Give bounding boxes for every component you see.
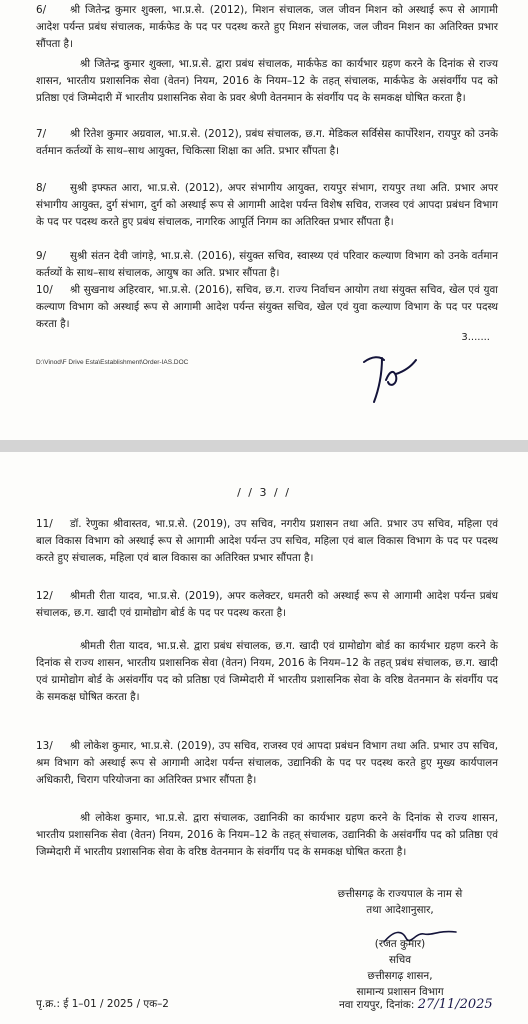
order-item-11 xyxy=(36,516,498,567)
order-item-6 xyxy=(36,2,498,53)
item-text: श्रीमती रीता यादव, भा.प्र.से. (2019), अपर कलेक्टर, धमतरी को अस्थाई रूप से आगामी आदेश पर्यन्त प्रबंध संचालक, छ.ग. खादी एवं ग्रामोद्योग बोर्ड के पद पर पदस्थ करता है। xyxy=(36,590,498,619)
place-date-label: नवा रायपुर, दिनांक: xyxy=(339,999,415,1011)
item-text: सुश्री संतन देवी जांगड़े, भा.प्र.से. (2016), संयुक्त सचिव, स्वास्थ्य एवं परिवार कल्याण विभाग को उनके वर्तमान कर्तव्यों के साथ–साथ संचालक, आयुष का अति. प्रभार सौंपता है। xyxy=(36,250,498,279)
signatory-org-2: सामान्य प्रशासन विभाग xyxy=(356,986,444,998)
item-text: श्री सुखनाथ अहिरवार, भा.प्र.से. (2016), सचिव, छ.ग. राज्य निर्वाचन आयोग तथा संयुक्त सचिव, खेल एवं युवा कल्याण विभाग को अस्थाई रूप से आगामी आदेश पर्यन्त संयुक्त सचिव, खेल एवं युवा कल्याण विभाग के पद पर पदस्थ करता है। xyxy=(36,284,498,330)
item-number: 13/ xyxy=(36,740,53,752)
document-page-3 xyxy=(0,452,528,1024)
signatory-title: सचिव xyxy=(388,954,412,966)
item-text: सुश्री इफ्फत आरा, भा.प्र.से. (2012), अपर संभागीय आयुक्त, रायपुर संभाग, रायपुर तथा अति. प्रभार अपर संभागीय आयुक्त, दुर्ग संभाग, दुर्ग को अस्थाई रूप से आगामी आदेश पर्यन्त विशेष सचिव, राजस्व एवं आपदा प्रबंधन विभाग के पद पर पदस्थ करते हुए प्रबंध संचालक, नागरिक आपूर्ति निगम का अतिरिक्त प्रभार सौंपता है। xyxy=(36,182,498,228)
item-number: 6/ xyxy=(36,4,47,16)
document-page-2 xyxy=(0,0,528,440)
page-number: / / 3 / / xyxy=(237,486,291,499)
authority-line-1: छत्तीसगढ़ के राज्यपाल के नाम से xyxy=(337,888,463,900)
item-text: श्री रितेश कुमार अग्रवाल, भा.प्र.से. (2012), प्रबंध संचालक, छ.ग. मेडिकल सर्विसेस कार्पोरेशन, रायपुर को उनके वर्तमान कर्तव्यों के साथ–साथ आयुक्त, चिकित्सा शिक्षा का अति. प्रभार सौंपता है। xyxy=(36,128,498,157)
signatory-block xyxy=(300,936,500,1000)
file-path: D:\Vinod\F Drive Esta\Establishment\Order-IAS.DOC xyxy=(36,359,189,366)
item-text: श्री लोकेश कुमार, भा.प्र.से. द्वारा संचालक, उद्यानिकी का कार्यभार ग्रहण करने के दिनांक से राज्य शासन, भारतीय प्रशासनिक सेवा (वेतन) नियम, 2016 के नियम–12 के तहत् संचालक, उद्यानिकी के असंवर्गीय पद को प्रतिष्ठा एवं जिम्मेदारी में भारतीय प्रशासनिक सेवा के वरिष्ठ वेतनमान के संवर्गीय पद के समकक्ष घोषित करता है। xyxy=(36,812,498,858)
date-value: 27/11/2025 xyxy=(417,997,493,1012)
order-item-13-note xyxy=(36,810,498,861)
item-number: 10/ xyxy=(36,284,53,296)
authority-block xyxy=(300,886,500,918)
order-item-13 xyxy=(36,738,498,789)
continued-marker: 3....... xyxy=(461,332,490,343)
item-text: श्री जितेन्द्र कुमार शुक्ला, भा.प्र.से. द्वारा प्रबंध संचालक, मार्कफेड का कार्यभार ग्रहण करने के दिनांक से राज्य शासन, भारतीय प्रशासनिक सेवा (वेतन) नियम, 2016 के नियम–12 के तहत् संचालक, मार्कफेड के असंवर्गीय पद को प्रतिष्ठा एवं जिम्मेदारी में भारतीय प्रशासनिक सेवा के प्रवर श्रेणी वेतनमान के संवर्गीय पद के समकक्ष घोषित करता है। xyxy=(36,58,498,104)
signatory-name: (रजत कुमार) xyxy=(374,938,426,950)
place-date xyxy=(339,997,493,1012)
item-text: श्री जितेन्द्र कुमार शुक्ला, भा.प्र.से. (2012), मिशन संचालक, जल जीवन मिशन को अस्थाई रूप से आगामी आदेश पर्यन्त प्रबंध संचालक, मार्कफेड के पद पर पदस्थ करते हुए मिशन संचालक, जल जीवन मिशन का अतिरिक्त प्रभार सौंपता है। xyxy=(36,4,498,50)
item-number: 7/ xyxy=(36,128,47,140)
page-gap xyxy=(0,440,528,452)
item-text: डॉ. रेणुका श्रीवास्तव, भा.प्र.से. (2019), उप सचिव, नगरीय प्रशासन तथा अति. प्रभार उप सचिव, महिला एवं बाल विकास विभाग को अस्थाई रूप से आगामी आदेश पर्यन्त उप सचिव, महिला एवं बाल विकास विभाग के पद पर पदस्थ करते हुए संचालक, महिला एवं बाल विकास का अतिरिक्त प्रभार सौंपता है। xyxy=(36,518,498,564)
item-number: 9/ xyxy=(36,250,47,262)
authority-line-2: तथा आदेशानुसार, xyxy=(366,904,434,916)
order-item-6-note xyxy=(36,56,498,107)
order-item-10 xyxy=(36,282,498,333)
order-item-12-note xyxy=(36,638,498,706)
order-item-9 xyxy=(36,248,498,282)
item-number: 8/ xyxy=(36,182,47,194)
order-item-7 xyxy=(36,126,498,160)
order-item-12 xyxy=(36,588,498,622)
signatory-org-1: छत्तीसगढ़ शासन, xyxy=(367,970,433,982)
item-text: श्रीमती रीता यादव, भा.प्र.से. द्वारा प्रबंध संचालक, छ.ग. खादी एवं ग्रामोद्योग बोर्ड का कार्यभार ग्रहण करने के दिनांक से राज्य शासन, भारतीय प्रशासनिक सेवा (वेतन) नियम, 2016 के नियम–12 के तहत् प्रबंध संचालक, छ.ग. खादी एवं ग्रामोद्योग बोर्ड के असंवर्गीय पद को प्रतिष्ठा एवं जिम्मेदारी में भारतीय प्रशासनिक सेवा के वरिष्ठ वेतनमान के संवर्गीय पद के समकक्ष घोषित करता है। xyxy=(36,640,498,703)
order-item-8 xyxy=(36,180,498,231)
initials-signature-icon xyxy=(360,350,420,410)
item-text: श्री लोकेश कुमार, भा.प्र.से. (2019), उप सचिव, राजस्व एवं आपदा प्रबंधन विभाग तथा अति. प्रभार उप सचिव, श्रम विभाग को अस्थाई रूप से आगामी आदेश पर्यन्त संचालक, उद्यानिकी के पद पर पदस्थ करते हुए मुख्य कार्यपालन अधिकारी, चिराग परियोजना का अतिरिक्त प्रभार सौंपता है। xyxy=(36,740,498,786)
reference-number: पृ.क्र.: ई 1–01 / 2025 / एक–2 xyxy=(36,998,169,1010)
item-number: 12/ xyxy=(36,590,53,602)
item-number: 11/ xyxy=(36,518,53,530)
